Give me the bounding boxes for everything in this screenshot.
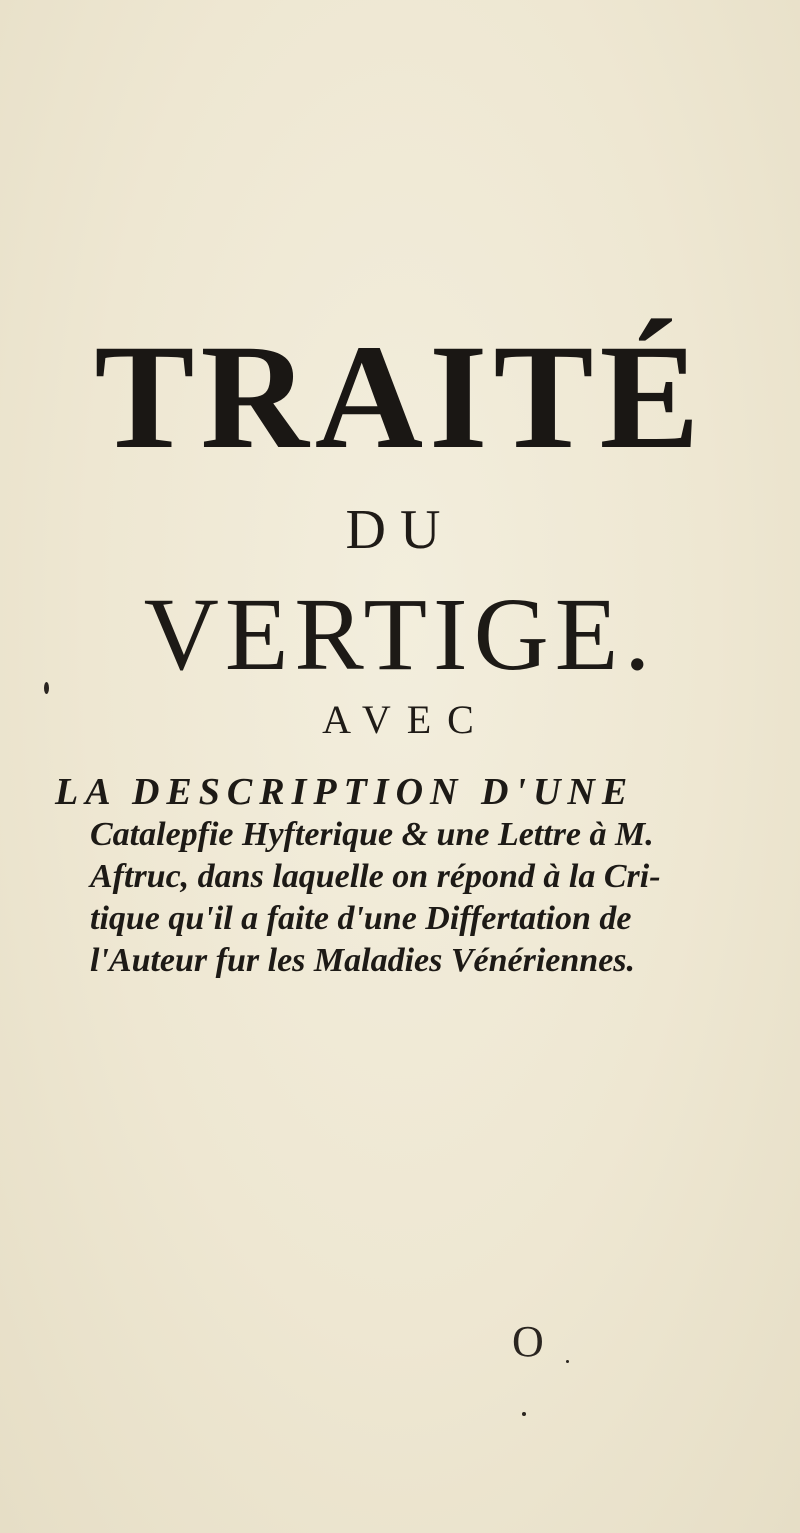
description-line: Catalepfie Hyfterique & une Lettre à M. [90,816,654,853]
description-line: Aftruc, dans laquelle on répond à la Cri- [90,858,661,895]
title-vertige: VERTIGE. [143,577,657,692]
ink-speck [522,1412,526,1416]
title-du: DU [345,499,455,561]
description-line: l'Auteur fur les Maladies Vénériennes. [90,942,636,979]
signature-mark: O [512,1317,544,1366]
description-line: tique qu'il a faite d'une Differtation de [90,900,632,937]
description-body [90,814,710,982]
title-traite: TRAITÉ [94,314,706,480]
subtitle-avec: AVEC [322,697,490,742]
ink-speck [566,1360,569,1363]
description-heading: LA DESCRIPTION D'UNE [55,771,635,813]
